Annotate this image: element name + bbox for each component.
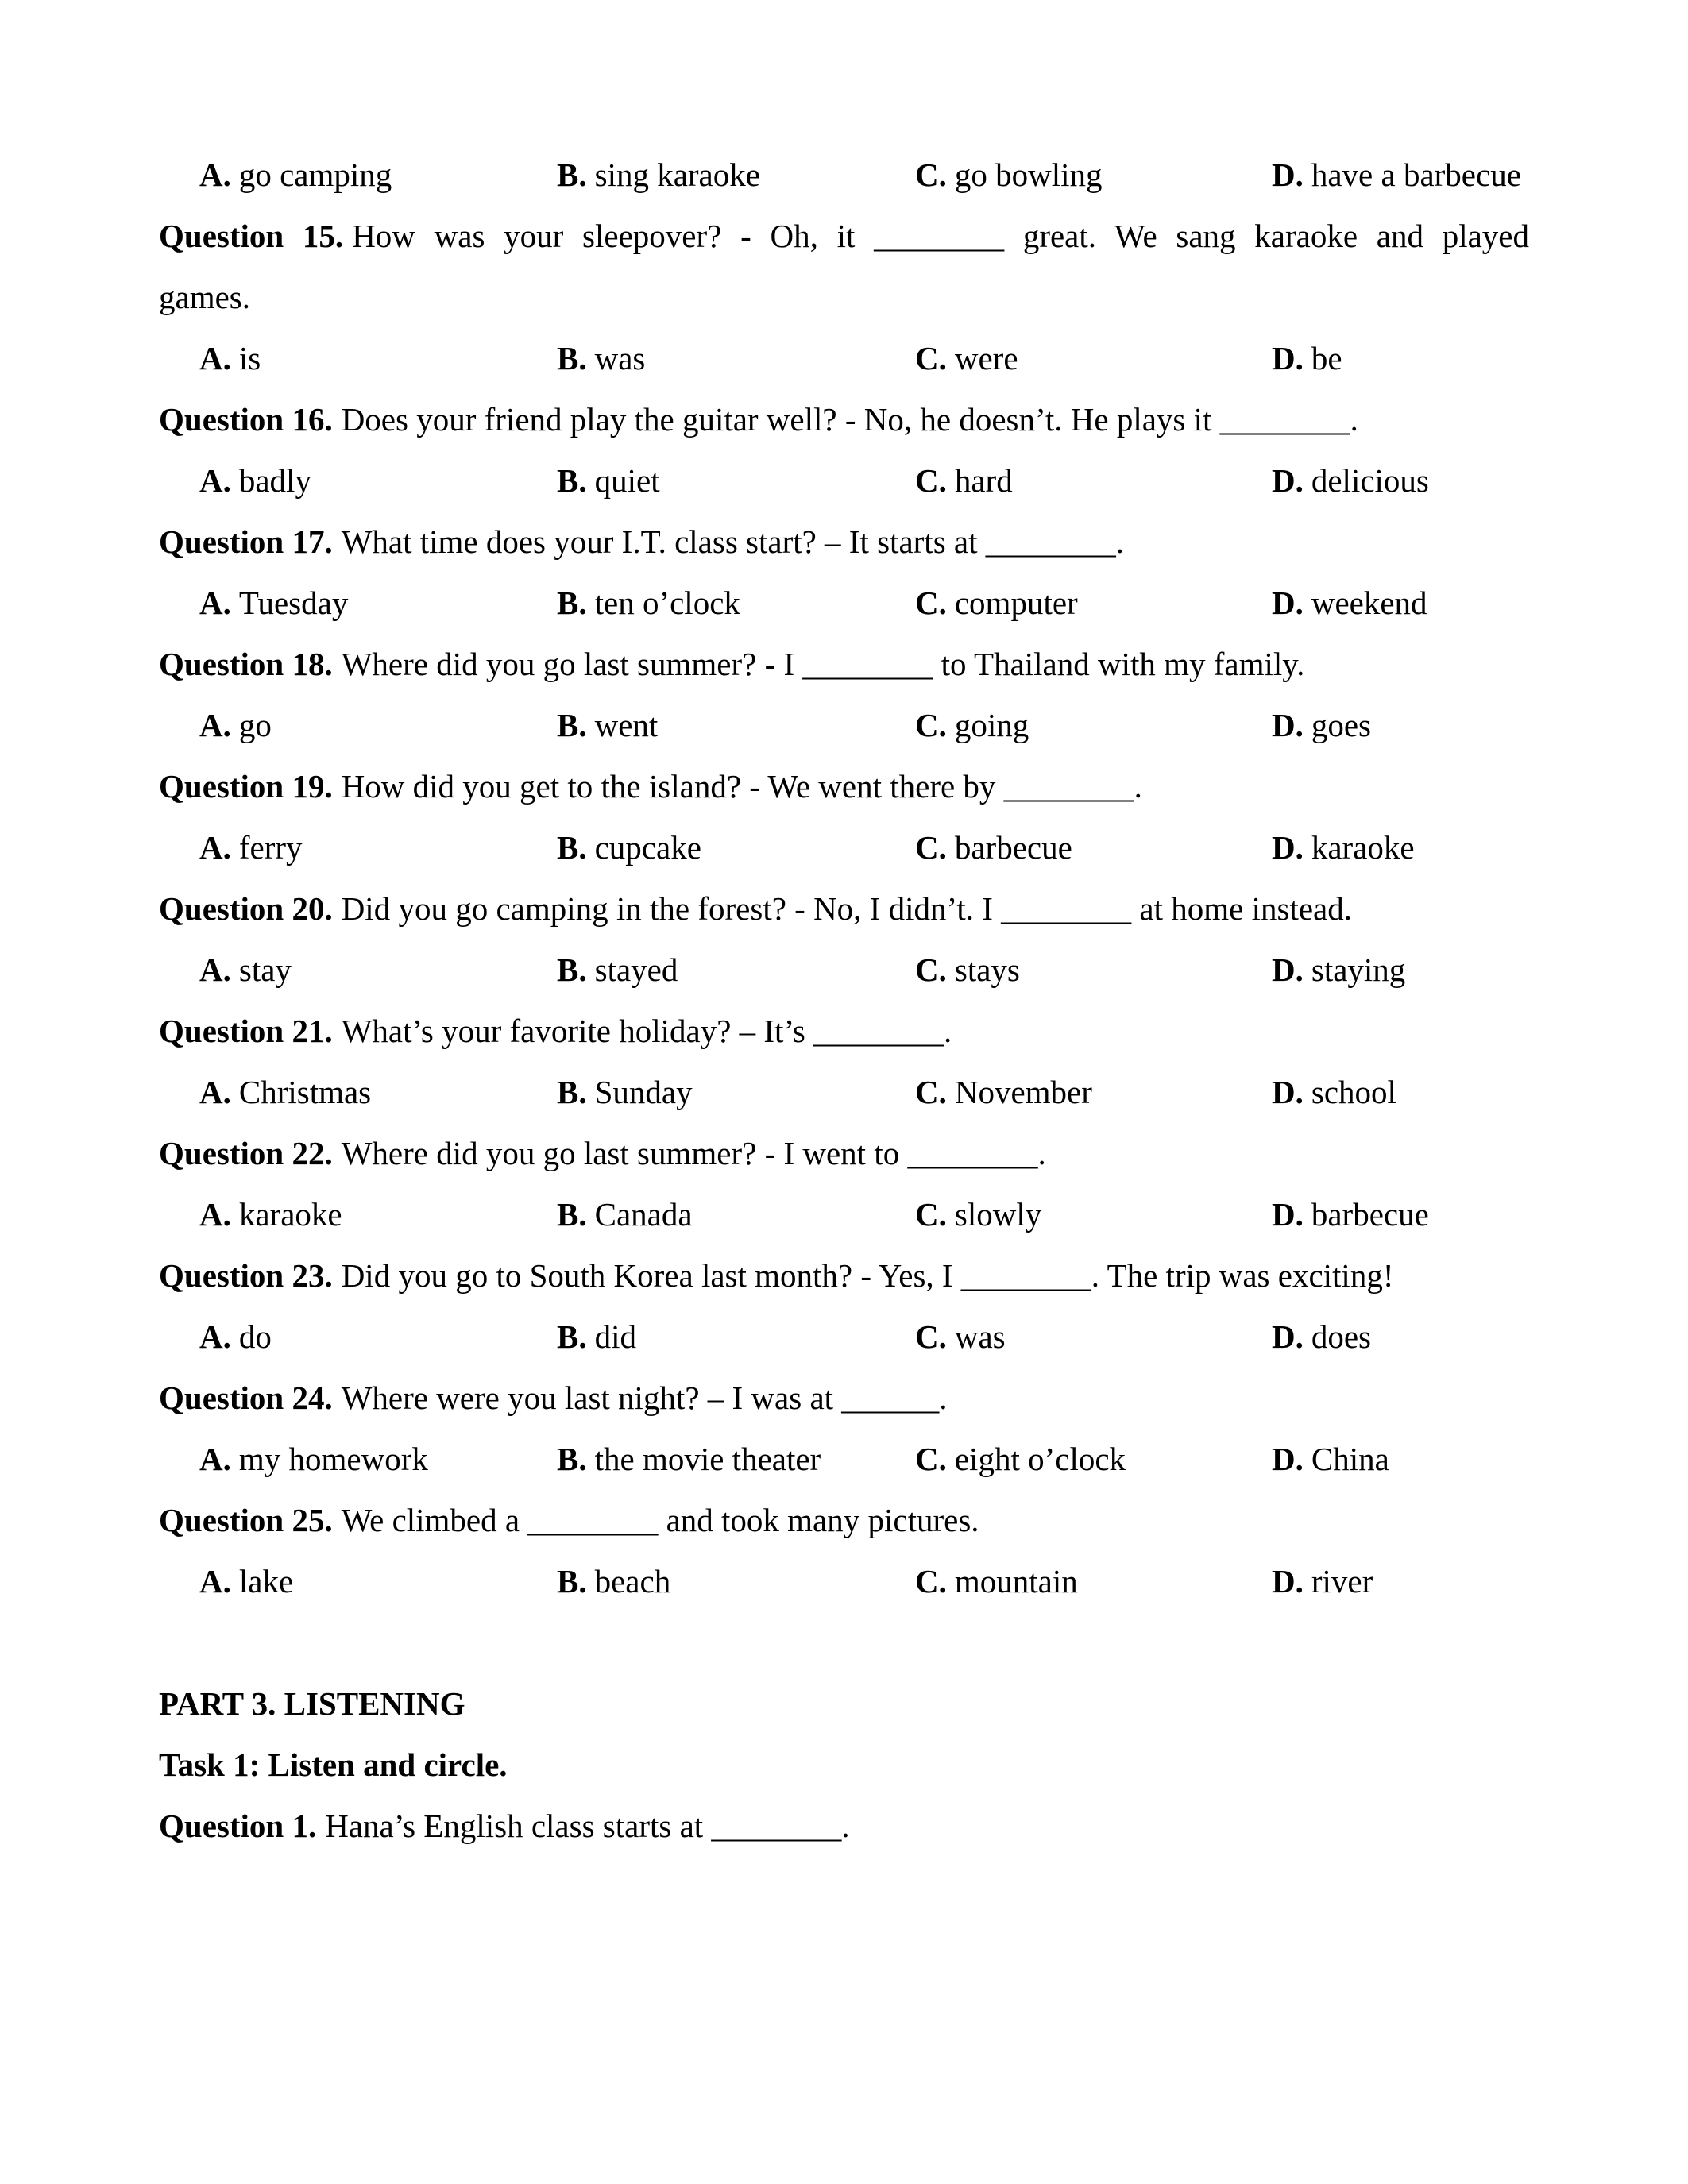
option-d-text: karaoke [1311, 829, 1415, 866]
question-22-options-row [159, 1184, 1529, 1245]
option-b-letter: B. [557, 462, 587, 499]
option-c [915, 1429, 1272, 1490]
question-23-line [159, 1245, 1529, 1306]
option-d-text: China [1311, 1441, 1389, 1477]
option-c-letter: C. [915, 1563, 947, 1599]
option-d-letter: D. [1272, 340, 1304, 376]
option-b-text: beach [594, 1563, 671, 1599]
option-b [557, 1062, 915, 1123]
option-b-letter: B. [557, 156, 587, 193]
option-a [159, 573, 557, 634]
option-d-text: barbecue [1311, 1196, 1429, 1233]
option-c-letter: C. [915, 1318, 947, 1355]
option-a-text: go camping [238, 156, 392, 193]
option-a [159, 1306, 557, 1368]
option-c-text: hard [954, 462, 1013, 499]
question-17-line [159, 511, 1529, 573]
option-d [1272, 1184, 1529, 1245]
question-25-text: We climbed a ________ and took many pictures. [341, 1502, 979, 1538]
question-16-text: Does your friend play the guitar well? - No, he doesn’t. He plays it ________. [341, 401, 1358, 438]
option-a-letter: A. [199, 585, 231, 621]
option-a-letter: A. [199, 1074, 231, 1110]
question-19-options-row [159, 817, 1529, 878]
option-b-text: cupcake [594, 829, 701, 866]
option-d-letter: D. [1272, 1074, 1304, 1110]
option-d [1272, 450, 1529, 511]
question-20-text: Did you go camping in the forest? - No, I didn’t. I ________ at home instead. [341, 890, 1352, 927]
option-b-letter: B. [557, 1441, 587, 1477]
option-a [159, 328, 557, 389]
question-17-options-row [159, 573, 1529, 634]
option-a-text: my homework [238, 1441, 428, 1477]
option-c-letter: C. [915, 1441, 947, 1477]
option-d-letter: D. [1272, 951, 1304, 988]
option-c-letter: C. [915, 829, 947, 866]
option-b-text: quiet [594, 462, 660, 499]
question-21-line [159, 1001, 1529, 1062]
option-b-text: stayed [594, 951, 678, 988]
question-18-line [159, 634, 1529, 695]
question-24-options-row [159, 1429, 1529, 1490]
option-b [557, 695, 915, 756]
part3-heading-line [159, 1673, 1529, 1734]
option-c [915, 573, 1272, 634]
blank-line [159, 1612, 1529, 1673]
question-17-label: Question 17. [159, 523, 333, 560]
option-b-text: did [594, 1318, 637, 1355]
option-c-text: were [954, 340, 1018, 376]
option-c-letter: C. [915, 462, 947, 499]
option-d-text: have a barbecue [1311, 156, 1521, 193]
part3-question-1-text: Hana’s English class starts at ________. [325, 1808, 850, 1844]
option-d [1272, 1306, 1529, 1368]
option-a-letter: A. [199, 156, 231, 193]
option-c-letter: C. [915, 1074, 947, 1110]
question-18-text: Where did you go last summer? - I ________ to Thailand with my family. [341, 646, 1305, 682]
option-c-text: November [954, 1074, 1092, 1110]
option-b-text: ten o’clock [594, 585, 740, 621]
option-b-letter: B. [557, 1196, 587, 1233]
option-d-text: weekend [1311, 585, 1427, 621]
option-b-letter: B. [557, 1318, 587, 1355]
option-c-text: stays [954, 951, 1020, 988]
option-c [915, 1062, 1272, 1123]
question-22-line [159, 1123, 1529, 1184]
option-b-text: went [594, 707, 659, 743]
option-b-text: Canada [594, 1196, 693, 1233]
question-22-text: Where did you go last summer? - I went to ________. [341, 1135, 1046, 1171]
option-d-letter: D. [1272, 1196, 1304, 1233]
option-d-text: be [1311, 340, 1342, 376]
option-b-letter: B. [557, 829, 587, 866]
part3-question-1-label: Question 1. [159, 1808, 317, 1844]
option-c-letter: C. [915, 707, 947, 743]
option-b-text: sing karaoke [594, 156, 760, 193]
question-15-text-wrap: games. [159, 279, 250, 315]
option-b [557, 1429, 915, 1490]
option-d-text: school [1311, 1074, 1396, 1110]
question-21-options-row [159, 1062, 1529, 1123]
option-b [557, 450, 915, 511]
option-c-text: barbecue [954, 829, 1072, 866]
part3-task: Task 1: Listen and circle. [159, 1746, 508, 1783]
question-22-label: Question 22. [159, 1135, 333, 1171]
option-a [159, 1062, 557, 1123]
question-18-label: Question 18. [159, 646, 333, 682]
option-a-text: karaoke [238, 1196, 342, 1233]
option-d-letter: D. [1272, 156, 1304, 193]
option-d-letter: D. [1272, 585, 1304, 621]
option-a [159, 1184, 557, 1245]
option-b-letter: B. [557, 951, 587, 988]
option-c-text: go bowling [954, 156, 1103, 193]
option-c-letter: C. [915, 340, 947, 376]
option-c [915, 1306, 1272, 1368]
option-c [915, 817, 1272, 878]
option-b [557, 1184, 915, 1245]
option-d-letter: D. [1272, 1563, 1304, 1599]
option-c-text: mountain [954, 1563, 1078, 1599]
option-a-letter: A. [199, 829, 231, 866]
option-c-text: computer [954, 585, 1078, 621]
option-d-letter: D. [1272, 1318, 1304, 1355]
option-d [1272, 940, 1529, 1001]
option-b-text: Sunday [594, 1074, 693, 1110]
question-25-label: Question 25. [159, 1502, 333, 1538]
option-d [1272, 817, 1529, 878]
question-15-wrap-line [159, 267, 1529, 328]
option-b [557, 573, 915, 634]
option-a [159, 817, 557, 878]
option-a-letter: A. [199, 340, 231, 376]
option-d-text: river [1311, 1563, 1373, 1599]
option-c-letter: C. [915, 585, 947, 621]
option-c [915, 940, 1272, 1001]
option-a-text: ferry [238, 829, 303, 866]
question-23-options-row [159, 1306, 1529, 1368]
question-15-line [159, 206, 1529, 267]
option-d-letter: D. [1272, 707, 1304, 743]
option-a-letter: A. [199, 462, 231, 499]
option-c-text: was [954, 1318, 1006, 1355]
option-a-text: go [238, 707, 272, 743]
question-15-options-row [159, 328, 1529, 389]
option-b [557, 817, 915, 878]
option-b-text: the movie theater [594, 1441, 821, 1477]
option-b [557, 1551, 915, 1612]
option-b [557, 145, 915, 206]
option-c [915, 450, 1272, 511]
question-21-text: What’s your favorite holiday? – It’s ________. [341, 1013, 952, 1049]
test-document-page [159, 145, 1529, 1857]
option-d-text: delicious [1311, 462, 1429, 499]
option-b-letter: B. [557, 1563, 587, 1599]
option-c [915, 1551, 1272, 1612]
question-20-label: Question 20. [159, 890, 333, 927]
question-18-options-row [159, 695, 1529, 756]
option-d [1272, 573, 1529, 634]
question-24-text: Where were you last night? – I was at ______. [341, 1379, 948, 1416]
question-15-label: Question 15. [159, 218, 344, 254]
option-a-text: Tuesday [238, 585, 349, 621]
option-a-letter: A. [199, 951, 231, 988]
question-17-text: What time does your I.T. class start? – It starts at ________. [341, 523, 1124, 560]
question-16-line [159, 389, 1529, 450]
option-b-letter: B. [557, 585, 587, 621]
question-23-text: Did you go to South Korea last month? - Yes, I ________. The trip was exciting! [341, 1257, 1394, 1294]
question-16-options-row [159, 450, 1529, 511]
option-a [159, 695, 557, 756]
option-d [1272, 1551, 1529, 1612]
option-a-text: badly [238, 462, 311, 499]
question-15-text: How was your sleepover? - Oh, it ________ great. We sang karaoke and played [352, 218, 1529, 254]
option-a-letter: A. [199, 1196, 231, 1233]
option-d-letter: D. [1272, 829, 1304, 866]
option-d-text: does [1311, 1318, 1372, 1355]
option-a [159, 940, 557, 1001]
option-b [557, 940, 915, 1001]
option-a [159, 1429, 557, 1490]
option-c [915, 328, 1272, 389]
option-c [915, 695, 1272, 756]
option-d [1272, 1062, 1529, 1123]
option-b-text: was [594, 340, 646, 376]
option-d [1272, 695, 1529, 756]
option-a-letter: A. [199, 1563, 231, 1599]
option-c-text: going [954, 707, 1029, 743]
question-20-options-row [159, 940, 1529, 1001]
option-a-text: do [238, 1318, 272, 1355]
question-25-options-row [159, 1551, 1529, 1612]
option-b-letter: B. [557, 340, 587, 376]
option-d [1272, 328, 1529, 389]
option-c-text: slowly [954, 1196, 1042, 1233]
option-c [915, 145, 1272, 206]
option-d-letter: D. [1272, 462, 1304, 499]
option-d-text: staying [1311, 951, 1406, 988]
option-c-letter: C. [915, 951, 947, 988]
option-a [159, 450, 557, 511]
question-19-text: How did you get to the island? - We went there by ________. [341, 768, 1142, 805]
part3-task-line [159, 1734, 1529, 1796]
option-d [1272, 145, 1529, 206]
question-20-line [159, 878, 1529, 940]
option-c-text: eight o’clock [954, 1441, 1126, 1477]
option-a-text: lake [238, 1563, 294, 1599]
option-a-text: Christmas [238, 1074, 372, 1110]
option-b-letter: B. [557, 1074, 587, 1110]
option-a-letter: A. [199, 1441, 231, 1477]
question-25-line [159, 1490, 1529, 1551]
question-19-label: Question 19. [159, 768, 333, 805]
question-16-label: Question 16. [159, 401, 333, 438]
question-19-line [159, 756, 1529, 817]
option-a-letter: A. [199, 707, 231, 743]
question-21-label: Question 21. [159, 1013, 333, 1049]
option-a-text: stay [238, 951, 292, 988]
question-24-line [159, 1368, 1529, 1429]
option-b-letter: B. [557, 707, 587, 743]
option-d-letter: D. [1272, 1441, 1304, 1477]
option-b [557, 1306, 915, 1368]
option-a-letter: A. [199, 1318, 231, 1355]
option-a [159, 145, 557, 206]
question-23-label: Question 23. [159, 1257, 333, 1294]
option-d [1272, 1429, 1529, 1490]
option-c [915, 1184, 1272, 1245]
option-c-letter: C. [915, 1196, 947, 1233]
question-14-options-row [159, 145, 1529, 206]
option-a-text: is [238, 340, 261, 376]
part3-question-1-line [159, 1796, 1529, 1857]
option-d-text: goes [1311, 707, 1372, 743]
option-c-letter: C. [915, 156, 947, 193]
question-24-label: Question 24. [159, 1379, 333, 1416]
option-a [159, 1551, 557, 1612]
option-b [557, 328, 915, 389]
part3-heading: PART 3. LISTENING [159, 1685, 465, 1722]
